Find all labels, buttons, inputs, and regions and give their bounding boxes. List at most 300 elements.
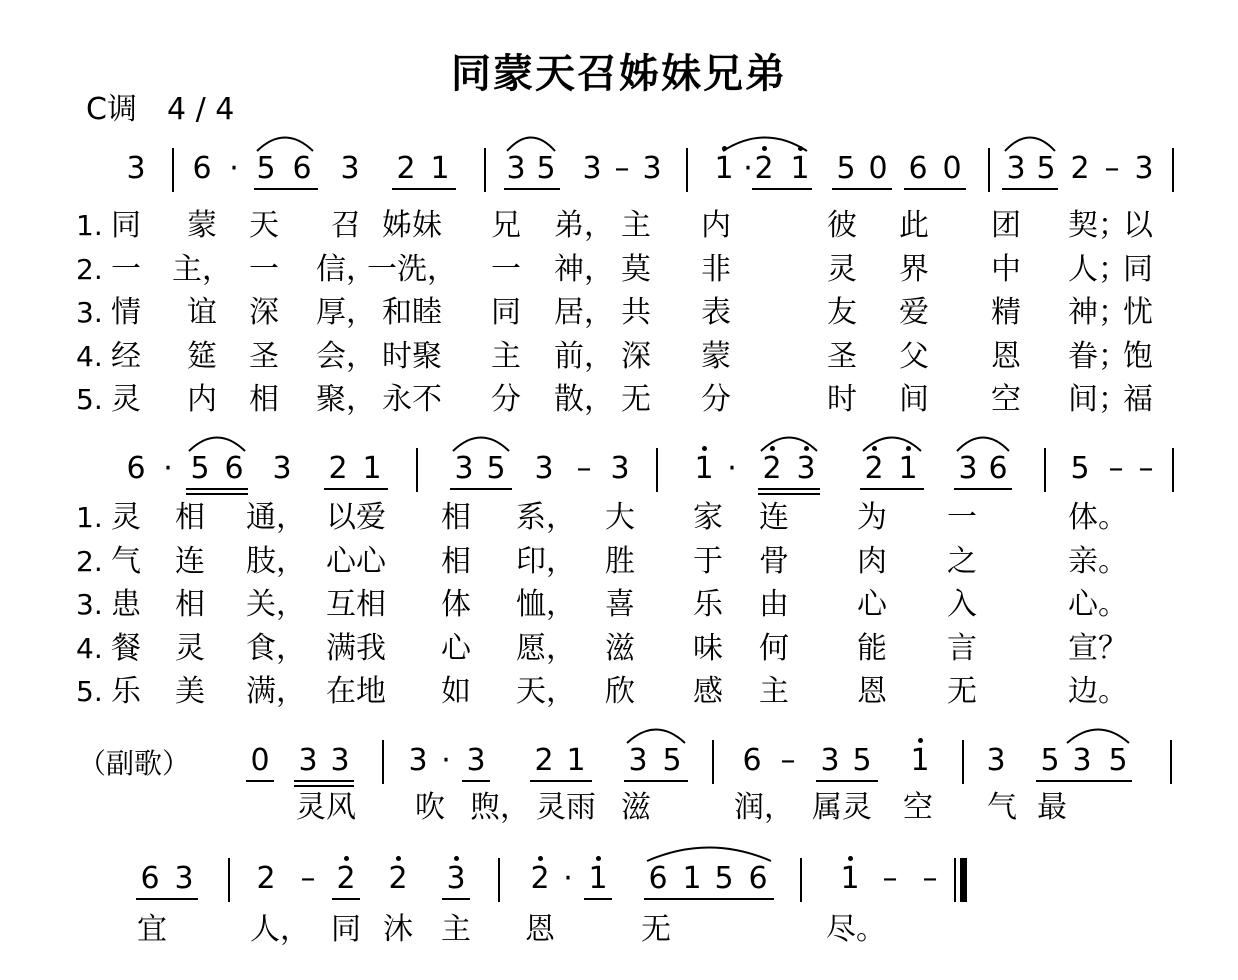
note: 5 <box>1108 743 1128 778</box>
lyric-syllable: 喜 <box>605 587 635 622</box>
note: 6 <box>988 451 1008 486</box>
lyric-syllable: 筵 <box>187 338 217 374</box>
lyric-syllable: 散， <box>554 382 614 417</box>
note: 2 <box>754 151 774 186</box>
beam-underline <box>450 488 512 490</box>
lyric-syllable: 味 <box>693 630 723 666</box>
lyric-syllable: 乐 <box>693 587 723 622</box>
lyric-syllable: 如 <box>441 674 471 709</box>
beam-underline <box>504 188 560 190</box>
note: 3 <box>1006 151 1026 186</box>
note: 3 <box>330 743 350 778</box>
lyric-syllable: 主 <box>491 338 521 374</box>
note: 2 <box>762 451 782 486</box>
lyric-syllable: 感 <box>693 674 723 709</box>
lyric-syllable: 表 <box>701 295 731 330</box>
lyric-syllable: 厚， <box>316 295 376 330</box>
lyric-syllable: 属灵 <box>812 790 872 825</box>
note: 1 <box>694 451 714 486</box>
barline <box>800 858 802 902</box>
lyric-syllable: 蒙 <box>187 208 217 243</box>
note: 6 <box>224 451 244 486</box>
note: · <box>727 451 737 486</box>
beam-underline <box>332 898 360 900</box>
lyric-syllable: 眷； <box>1068 338 1128 374</box>
octave-dot <box>804 446 809 451</box>
lyric-syllable: 食， <box>246 630 306 666</box>
lyric-syllable: 相 <box>175 587 205 622</box>
note: 1 <box>790 151 810 186</box>
beam-underline <box>816 780 878 782</box>
note: 1 <box>430 151 450 186</box>
lyric-syllable: 恩 <box>857 674 887 709</box>
note: 5 <box>714 861 734 896</box>
lyric-syllable: 中 <box>991 251 1021 287</box>
note: 3 <box>446 861 466 896</box>
lyric-syllable: 信， <box>316 251 376 287</box>
lyric-syllable: 界 <box>899 251 929 287</box>
lyric-syllable: 印， <box>516 543 576 579</box>
lyric-syllable: 间 <box>899 382 929 417</box>
lyric-syllable: 永不 <box>382 382 442 417</box>
lyric-syllable: 非 <box>701 251 731 287</box>
lyric-syllable: 忧 <box>1123 295 1153 330</box>
lyric-syllable: 尽。 <box>826 912 886 947</box>
lyric-syllable: 心。 <box>1068 587 1128 622</box>
lyric-syllable: 润， <box>734 790 794 825</box>
lyric-syllable: 情 <box>111 295 141 330</box>
lyric-syllable: 居， <box>554 295 614 330</box>
verse-number: 1. <box>76 209 103 242</box>
beam-underline <box>1068 780 1132 782</box>
note: 3 <box>986 743 1006 778</box>
slur <box>862 432 922 452</box>
note: 6 <box>140 861 160 896</box>
barline <box>416 448 418 492</box>
lyric-syllable: 神， <box>554 251 614 287</box>
verse-block-2-line <box>0 674 1238 714</box>
lyric-syllable: 灵雨 <box>536 790 596 825</box>
note: 3 <box>506 151 526 186</box>
slur <box>256 132 314 152</box>
note: 5 <box>486 451 506 486</box>
note: 2 <box>534 743 554 778</box>
lyric-syllable: 连 <box>759 500 789 535</box>
lyric-syllable: 言 <box>947 630 977 666</box>
lyric-syllable: 空 <box>991 382 1021 417</box>
lyric-syllable: 关， <box>246 587 306 622</box>
lyric-syllable: 无 <box>947 674 977 709</box>
octave-dot <box>596 856 601 861</box>
barline <box>498 858 500 902</box>
note: · <box>743 151 753 186</box>
lyric-syllable: 心心 <box>326 543 386 579</box>
lyric-syllable: 前， <box>554 338 614 374</box>
lyric-syllable: 神； <box>1068 295 1128 330</box>
lyric-syllable: 系， <box>516 500 576 535</box>
lyric-syllable: 一 <box>249 251 279 287</box>
note: – <box>882 861 898 896</box>
slur <box>188 432 246 452</box>
verse-block-2-line <box>0 631 1238 671</box>
lyric-syllable: 主， <box>172 251 232 287</box>
note: 5 <box>1070 451 1090 486</box>
barline <box>988 148 990 192</box>
note: 5 <box>1036 151 1056 186</box>
lyric-syllable: 圣 <box>827 338 857 374</box>
lyric-syllable: 恩 <box>525 912 555 947</box>
lyric-syllable: 精 <box>991 295 1021 330</box>
lyric-syllable: 主 <box>441 912 471 947</box>
lyric-syllable: 此 <box>899 208 929 243</box>
lyric-syllable: 相 <box>441 543 471 579</box>
lyric-syllable: 何 <box>759 630 789 666</box>
note: 2 <box>256 861 276 896</box>
key-signature: C调 4 / 4 <box>86 92 235 127</box>
lyric-syllable: 天 <box>249 208 279 243</box>
octave-dot <box>722 146 727 151</box>
note: 1 <box>362 451 382 486</box>
verse-number: 1. <box>76 501 103 534</box>
chorus-lyrics-2 <box>0 912 1238 952</box>
slur <box>626 724 686 744</box>
lyric-syllable: 恤， <box>516 587 576 622</box>
note: 3 <box>582 151 602 186</box>
note: 3 <box>796 451 816 486</box>
lyric-syllable: 聚， <box>316 382 376 417</box>
note: 6 <box>742 743 762 778</box>
verse-number: 2. <box>76 544 103 578</box>
octave-dot <box>872 446 877 451</box>
final-barline-thin <box>954 858 956 902</box>
lyric-syllable: 餐 <box>111 630 141 666</box>
note: 3 <box>642 151 662 186</box>
beam-underline <box>530 780 592 782</box>
note: 3 <box>958 451 978 486</box>
lyric-syllable: 内 <box>187 382 217 417</box>
lyric-syllable: 团 <box>991 208 1021 243</box>
barline <box>1170 740 1172 784</box>
note: · <box>441 743 451 778</box>
lyric-syllable: 于 <box>693 543 723 579</box>
octave-dot <box>396 856 401 861</box>
verse-number: 2. <box>76 252 103 286</box>
note: 2 <box>396 151 416 186</box>
lyric-syllable: 气 <box>987 790 1017 825</box>
lyric-syllable: 圣 <box>249 338 279 374</box>
beam-underline <box>584 898 612 900</box>
verse-block-1-line <box>0 382 1238 422</box>
verse-number: 3. <box>76 588 103 621</box>
lyric-syllable: 深 <box>249 295 279 330</box>
lyric-syllable: 以 <box>1123 208 1153 243</box>
lyric-syllable: 一 <box>111 251 141 287</box>
note: – <box>1108 451 1124 486</box>
lyric-syllable: 分 <box>701 382 731 417</box>
octave-dot <box>918 738 923 743</box>
note: – <box>576 451 592 486</box>
beam-underline <box>644 898 774 900</box>
lyric-syllable: 同 <box>1123 251 1153 287</box>
lyric-syllable: 兄 <box>491 208 521 243</box>
verse-block-2-line <box>0 500 1238 540</box>
beam-underline <box>624 780 688 782</box>
lyric-syllable: 间； <box>1068 382 1128 417</box>
lyric-syllable: 灵 <box>827 251 857 287</box>
note: 6 <box>292 151 312 186</box>
beam-underline <box>758 493 820 495</box>
note: 3 <box>610 451 630 486</box>
lyric-syllable: 亲。 <box>1068 543 1128 579</box>
note: 5 <box>536 151 556 186</box>
song-title: 同蒙天召姊妹兄弟 <box>451 51 787 97</box>
note: 2 <box>388 861 408 896</box>
note: 5 <box>1040 743 1060 778</box>
beam-underline <box>246 780 274 782</box>
lyric-syllable: 深 <box>621 338 651 374</box>
lyric-syllable: 姊妹 <box>382 208 442 243</box>
lyric-syllable: 在地 <box>326 674 386 709</box>
note: 2 <box>336 861 356 896</box>
lyric-syllable: 内 <box>701 208 731 243</box>
note: 5 <box>852 743 872 778</box>
lyric-syllable: 吹 <box>415 790 445 825</box>
verse-number: 3. <box>76 296 103 329</box>
note: 1 <box>910 743 930 778</box>
note: 6 <box>908 151 928 186</box>
lyric-syllable: 以爱 <box>326 500 386 535</box>
slur <box>646 842 772 862</box>
beam-underline <box>136 898 198 900</box>
note: 1 <box>682 861 702 896</box>
beam-underline <box>442 898 470 900</box>
barline <box>656 448 658 492</box>
lyric-syllable: 心 <box>857 587 887 622</box>
lyric-syllable: 福 <box>1123 382 1153 417</box>
lyric-syllable: 同 <box>331 912 361 947</box>
note: 3 <box>454 451 474 486</box>
note: 3 <box>298 743 318 778</box>
note: 3 <box>820 743 840 778</box>
barline <box>484 148 486 192</box>
note: 2 <box>530 861 550 896</box>
note: 3 <box>340 151 360 186</box>
lyric-syllable: 满， <box>246 674 306 709</box>
note: 3 <box>174 861 194 896</box>
lyric-syllable: 体。 <box>1068 500 1128 535</box>
note: – <box>1138 451 1154 486</box>
note: · <box>229 151 239 186</box>
lyric-syllable: 同 <box>111 208 141 243</box>
lyric-syllable: 由 <box>759 587 789 622</box>
lyric-syllable: 时 <box>827 382 857 417</box>
lyric-syllable: 经 <box>111 338 141 374</box>
lyric-syllable: 无 <box>641 912 671 947</box>
note: · <box>163 451 173 486</box>
lyric-syllable: 美 <box>175 674 205 709</box>
note: 1 <box>566 743 586 778</box>
lyric-syllable: 天， <box>516 674 576 709</box>
note: 0 <box>250 743 270 778</box>
beam-underline <box>186 488 248 490</box>
lyric-syllable: 共 <box>621 295 651 330</box>
lyric-syllable: 煦， <box>470 790 530 825</box>
octave-dot <box>538 856 543 861</box>
lyric-syllable: 分 <box>491 382 521 417</box>
lyric-syllable: 灵风 <box>296 790 356 825</box>
note: 3 <box>272 451 292 486</box>
lyric-syllable: 时聚 <box>382 338 442 374</box>
note: 5 <box>190 451 210 486</box>
lyric-syllable: 人； <box>1068 251 1128 287</box>
lyric-syllable: 宣？ <box>1068 630 1128 666</box>
note: 6 <box>192 151 212 186</box>
lyric-syllable: 召 <box>331 208 361 243</box>
lyric-syllable: 主 <box>621 208 651 243</box>
note: 5 <box>256 151 276 186</box>
lyric-syllable: 互相 <box>326 587 386 622</box>
note: 2 <box>328 451 348 486</box>
lyric-syllable: 大 <box>605 500 635 535</box>
slur <box>452 432 510 452</box>
lyric-syllable: 愿， <box>516 630 576 666</box>
lyric-syllable: 一 <box>947 500 977 535</box>
lyric-syllable: 灵 <box>111 382 141 417</box>
octave-dot <box>770 446 775 451</box>
note: 6 <box>748 861 768 896</box>
lyric-syllable: 主 <box>759 674 789 709</box>
lyric-syllable: 和睦 <box>382 295 442 330</box>
lyric-syllable: 父 <box>899 338 929 374</box>
lyric-syllable: 会， <box>316 338 376 374</box>
note: 1 <box>840 861 860 896</box>
note: 2 <box>864 451 884 486</box>
lyric-syllable: 为 <box>857 500 887 535</box>
note: 6 <box>648 861 668 896</box>
lyric-syllable: 弟， <box>554 208 614 243</box>
lyric-syllable: 乐 <box>111 674 141 709</box>
lyric-syllable: 同 <box>491 295 521 330</box>
note: – <box>614 151 630 186</box>
note: 1 <box>714 151 734 186</box>
lyric-syllable: 人， <box>250 912 310 947</box>
note: 3 <box>466 743 486 778</box>
lyric-syllable: 恩 <box>991 338 1021 374</box>
beam-underline <box>294 785 354 787</box>
lyric-syllable: 通， <box>246 500 306 535</box>
lyric-syllable: 骨 <box>759 543 789 579</box>
lyric-syllable: 入 <box>947 587 977 622</box>
note: 3 <box>126 151 146 186</box>
lyric-syllable: 心 <box>441 630 471 666</box>
lyric-syllable: 能 <box>857 630 887 666</box>
octave-dot <box>906 446 911 451</box>
lyric-syllable: 空 <box>903 790 933 825</box>
note: 5 <box>836 151 856 186</box>
verse-block-1-line <box>0 339 1238 379</box>
lyric-syllable: 宜 <box>137 912 167 947</box>
lyric-syllable: 相 <box>175 500 205 535</box>
lyric-syllable: 爱 <box>899 295 929 330</box>
lyric-syllable: 友 <box>827 295 857 330</box>
note: – <box>1104 151 1120 186</box>
verse-block-2-line <box>0 544 1238 584</box>
lyric-syllable: 蒙 <box>701 338 731 374</box>
verse-block-1-line <box>0 208 1238 248</box>
lyric-syllable: 气 <box>111 543 141 579</box>
lyric-syllable: 一洗， <box>367 251 457 287</box>
verse-block-1-line <box>0 295 1238 335</box>
lyric-syllable: 无 <box>621 382 651 417</box>
verse-block-1-line <box>0 252 1238 292</box>
note: – <box>922 861 938 896</box>
verse-number: 5. <box>76 383 103 416</box>
beam-underline <box>462 780 490 782</box>
beam-underline <box>294 780 354 782</box>
lyric-syllable: 最 <box>1037 790 1067 825</box>
lyric-syllable: 体 <box>441 587 471 622</box>
note: 0 <box>868 151 888 186</box>
beam-underline <box>186 493 248 495</box>
beam-underline <box>324 488 388 490</box>
note: 0 <box>942 151 962 186</box>
octave-dot <box>454 856 459 861</box>
lyric-syllable: 谊 <box>187 295 217 330</box>
slur <box>506 132 556 152</box>
barline <box>712 740 714 784</box>
verse-number: 4. <box>76 631 103 665</box>
slur <box>1004 132 1056 152</box>
slur <box>1066 724 1130 744</box>
note: – <box>300 861 316 896</box>
note: 2 <box>1070 151 1090 186</box>
verse-number: 4. <box>76 339 103 373</box>
lyric-syllable: 连 <box>175 543 205 579</box>
lyric-syllable: 莫 <box>621 251 651 287</box>
octave-dot <box>798 146 803 151</box>
note: – <box>780 743 796 778</box>
lyric-syllable: 肢， <box>246 543 306 579</box>
lyric-syllable: 家 <box>693 500 723 535</box>
lyric-syllable: 饱 <box>1123 338 1153 374</box>
note: · <box>563 861 573 896</box>
lyric-syllable: 滋 <box>605 630 635 666</box>
lyric-syllable: 边。 <box>1068 674 1128 709</box>
note: 3 <box>1072 743 1092 778</box>
beam-underline <box>860 488 924 490</box>
note: 6 <box>126 451 146 486</box>
barline <box>228 858 230 902</box>
lyric-syllable: 一 <box>491 251 521 287</box>
beam-underline <box>904 188 966 190</box>
octave-dot <box>344 856 349 861</box>
lyric-syllable: 之 <box>947 543 977 579</box>
octave-dot <box>702 446 707 451</box>
note: 1 <box>898 451 918 486</box>
lyric-syllable: 灵 <box>175 630 205 666</box>
octave-dot <box>762 146 767 151</box>
note: 1 <box>588 861 608 896</box>
barline <box>172 148 174 192</box>
lyric-syllable: 患 <box>111 587 141 622</box>
beam-underline <box>758 488 820 490</box>
final-barline-thick <box>960 858 967 902</box>
note: 3 <box>1134 151 1154 186</box>
note: 3 <box>628 743 648 778</box>
lyric-syllable: 彼 <box>827 208 857 243</box>
lyric-syllable: 满我 <box>326 630 386 666</box>
barline <box>382 740 384 784</box>
